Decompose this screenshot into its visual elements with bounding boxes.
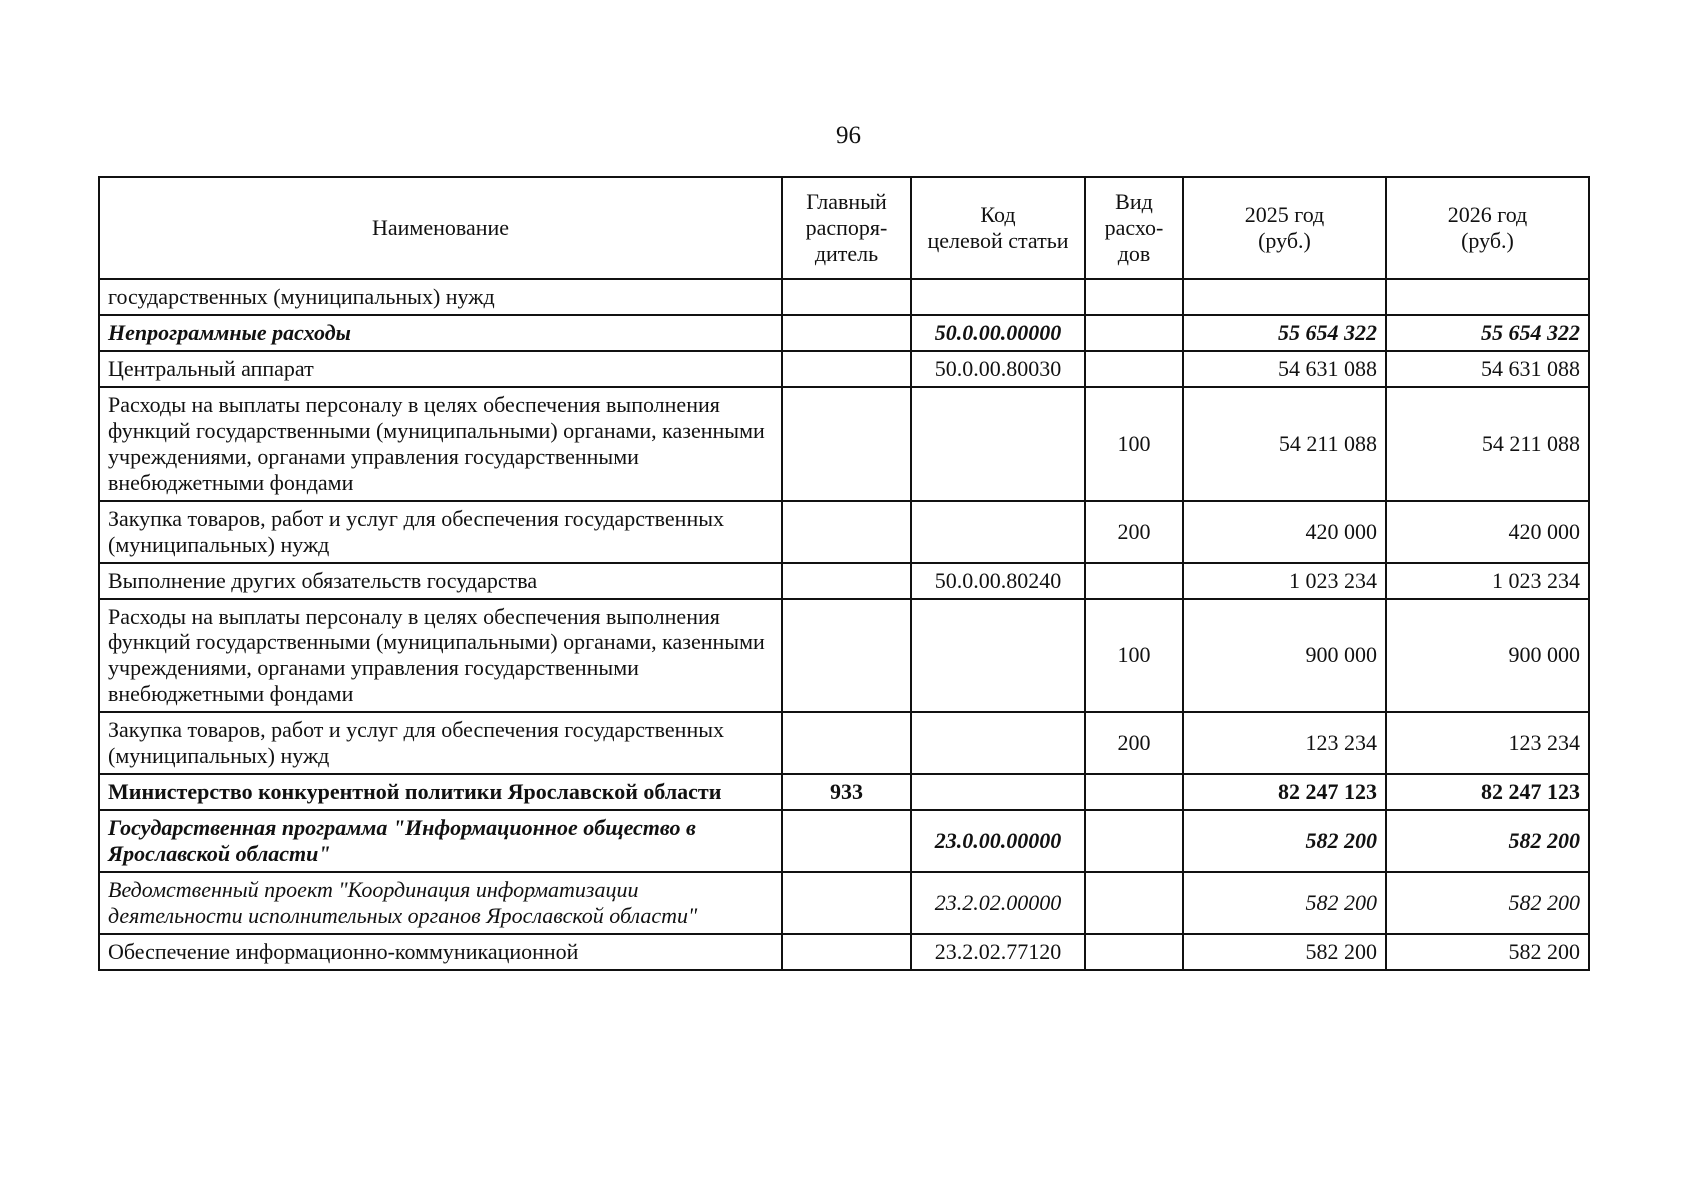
cell-name: Расходы на выплаты персоналу в целях обеспечения выполнения функций государственными (муниципальными) органами, казенными учреждениями, органами управления государственными внебюджетными фондами — [99, 387, 782, 501]
cell-expense-type: 200 — [1085, 501, 1183, 563]
cell-year-2025: 54 211 088 — [1183, 387, 1386, 501]
table-row — [99, 872, 1589, 934]
table-row — [99, 501, 1589, 563]
cell-main-manager — [782, 279, 911, 315]
cell-year-2025: 900 000 — [1183, 599, 1386, 713]
cell-target-code — [911, 501, 1085, 563]
cell-name: государственных (муниципальных) нужд — [99, 279, 782, 315]
header-year-2025: 2025 год (руб.) — [1183, 177, 1386, 279]
cell-year-2026: 1 023 234 — [1386, 563, 1589, 599]
table-row — [99, 810, 1589, 872]
cell-main-manager — [782, 599, 911, 713]
cell-expense-type — [1085, 563, 1183, 599]
cell-main-manager — [782, 810, 911, 872]
cell-name: Обеспечение информационно-коммуникационной — [99, 934, 782, 970]
cell-expense-type — [1085, 315, 1183, 351]
cell-main-manager — [782, 315, 911, 351]
cell-name: Ведомственный проект "Координация информатизации деятельности исполнительных органов Ярославской области" — [99, 872, 782, 934]
cell-main-manager — [782, 563, 911, 599]
cell-name: Министерство конкурентной политики Ярославской области — [99, 774, 782, 810]
cell-target-code — [911, 279, 1085, 315]
cell-expense-type — [1085, 351, 1183, 387]
table-row — [99, 599, 1589, 713]
cell-expense-type — [1085, 872, 1183, 934]
cell-expense-type — [1085, 810, 1183, 872]
page-number: 96 — [836, 122, 861, 149]
header-name: Наименование — [99, 177, 782, 279]
header-expense-type: Вид расхо- дов — [1085, 177, 1183, 279]
cell-target-code — [911, 599, 1085, 713]
cell-year-2025: 54 631 088 — [1183, 351, 1386, 387]
cell-name: Расходы на выплаты персоналу в целях обеспечения выполнения функций государственными (муниципальными) органами, казенными учреждениями, органами управления государственными внебюджетными фондами — [99, 599, 782, 713]
cell-year-2026: 55 654 322 — [1386, 315, 1589, 351]
cell-year-2026: 582 200 — [1386, 810, 1589, 872]
cell-year-2026: 582 200 — [1386, 934, 1589, 970]
cell-expense-type — [1085, 934, 1183, 970]
cell-target-code: 23.2.02.00000 — [911, 872, 1085, 934]
cell-year-2026 — [1386, 279, 1589, 315]
table-body — [99, 279, 1589, 970]
cell-target-code — [911, 387, 1085, 501]
cell-name: Центральный аппарат — [99, 351, 782, 387]
cell-target-code: 50.0.00.00000 — [911, 315, 1085, 351]
table-row — [99, 774, 1589, 810]
cell-target-code: 50.0.00.80240 — [911, 563, 1085, 599]
cell-target-code — [911, 774, 1085, 810]
header-target-code: Код целевой статьи — [911, 177, 1085, 279]
cell-year-2025 — [1183, 279, 1386, 315]
header-main-manager: Главный распоря- дитель — [782, 177, 911, 279]
table-row — [99, 563, 1589, 599]
cell-year-2026: 54 211 088 — [1386, 387, 1589, 501]
cell-year-2026: 582 200 — [1386, 872, 1589, 934]
cell-year-2025: 420 000 — [1183, 501, 1386, 563]
cell-main-manager: 933 — [782, 774, 911, 810]
cell-expense-type: 200 — [1085, 712, 1183, 774]
cell-main-manager — [782, 872, 911, 934]
table-row — [99, 351, 1589, 387]
cell-year-2025: 55 654 322 — [1183, 315, 1386, 351]
cell-name: Закупка товаров, работ и услуг для обеспечения государственных (муниципальных) нужд — [99, 501, 782, 563]
table-header-row — [99, 177, 1589, 279]
cell-main-manager — [782, 351, 911, 387]
table-row — [99, 712, 1589, 774]
table-row — [99, 315, 1589, 351]
cell-year-2025: 582 200 — [1183, 872, 1386, 934]
cell-name: Государственная программа "Информационное общество в Ярославской области" — [99, 810, 782, 872]
table-row — [99, 934, 1589, 970]
cell-main-manager — [782, 501, 911, 563]
cell-year-2025: 82 247 123 — [1183, 774, 1386, 810]
cell-target-code — [911, 712, 1085, 774]
cell-year-2025: 582 200 — [1183, 810, 1386, 872]
table-row — [99, 279, 1589, 315]
cell-target-code: 23.2.02.77120 — [911, 934, 1085, 970]
cell-expense-type — [1085, 774, 1183, 810]
cell-year-2026: 54 631 088 — [1386, 351, 1589, 387]
cell-expense-type: 100 — [1085, 599, 1183, 713]
cell-expense-type: 100 — [1085, 387, 1183, 501]
table-row — [99, 387, 1589, 501]
cell-expense-type — [1085, 279, 1183, 315]
cell-name: Выполнение других обязательств государства — [99, 563, 782, 599]
cell-year-2025: 582 200 — [1183, 934, 1386, 970]
cell-year-2025: 123 234 — [1183, 712, 1386, 774]
cell-year-2026: 123 234 — [1386, 712, 1589, 774]
cell-year-2026: 82 247 123 — [1386, 774, 1589, 810]
cell-year-2026: 900 000 — [1386, 599, 1589, 713]
cell-target-code: 23.0.00.00000 — [911, 810, 1085, 872]
header-year-2026: 2026 год (руб.) — [1386, 177, 1589, 279]
cell-name: Непрограммные расходы — [99, 315, 782, 351]
budget-table — [98, 176, 1590, 971]
cell-name: Закупка товаров, работ и услуг для обеспечения государственных (муниципальных) нужд — [99, 712, 782, 774]
cell-target-code: 50.0.00.80030 — [911, 351, 1085, 387]
cell-year-2026: 420 000 — [1386, 501, 1589, 563]
cell-main-manager — [782, 712, 911, 774]
cell-year-2025: 1 023 234 — [1183, 563, 1386, 599]
cell-main-manager — [782, 387, 911, 501]
cell-main-manager — [782, 934, 911, 970]
